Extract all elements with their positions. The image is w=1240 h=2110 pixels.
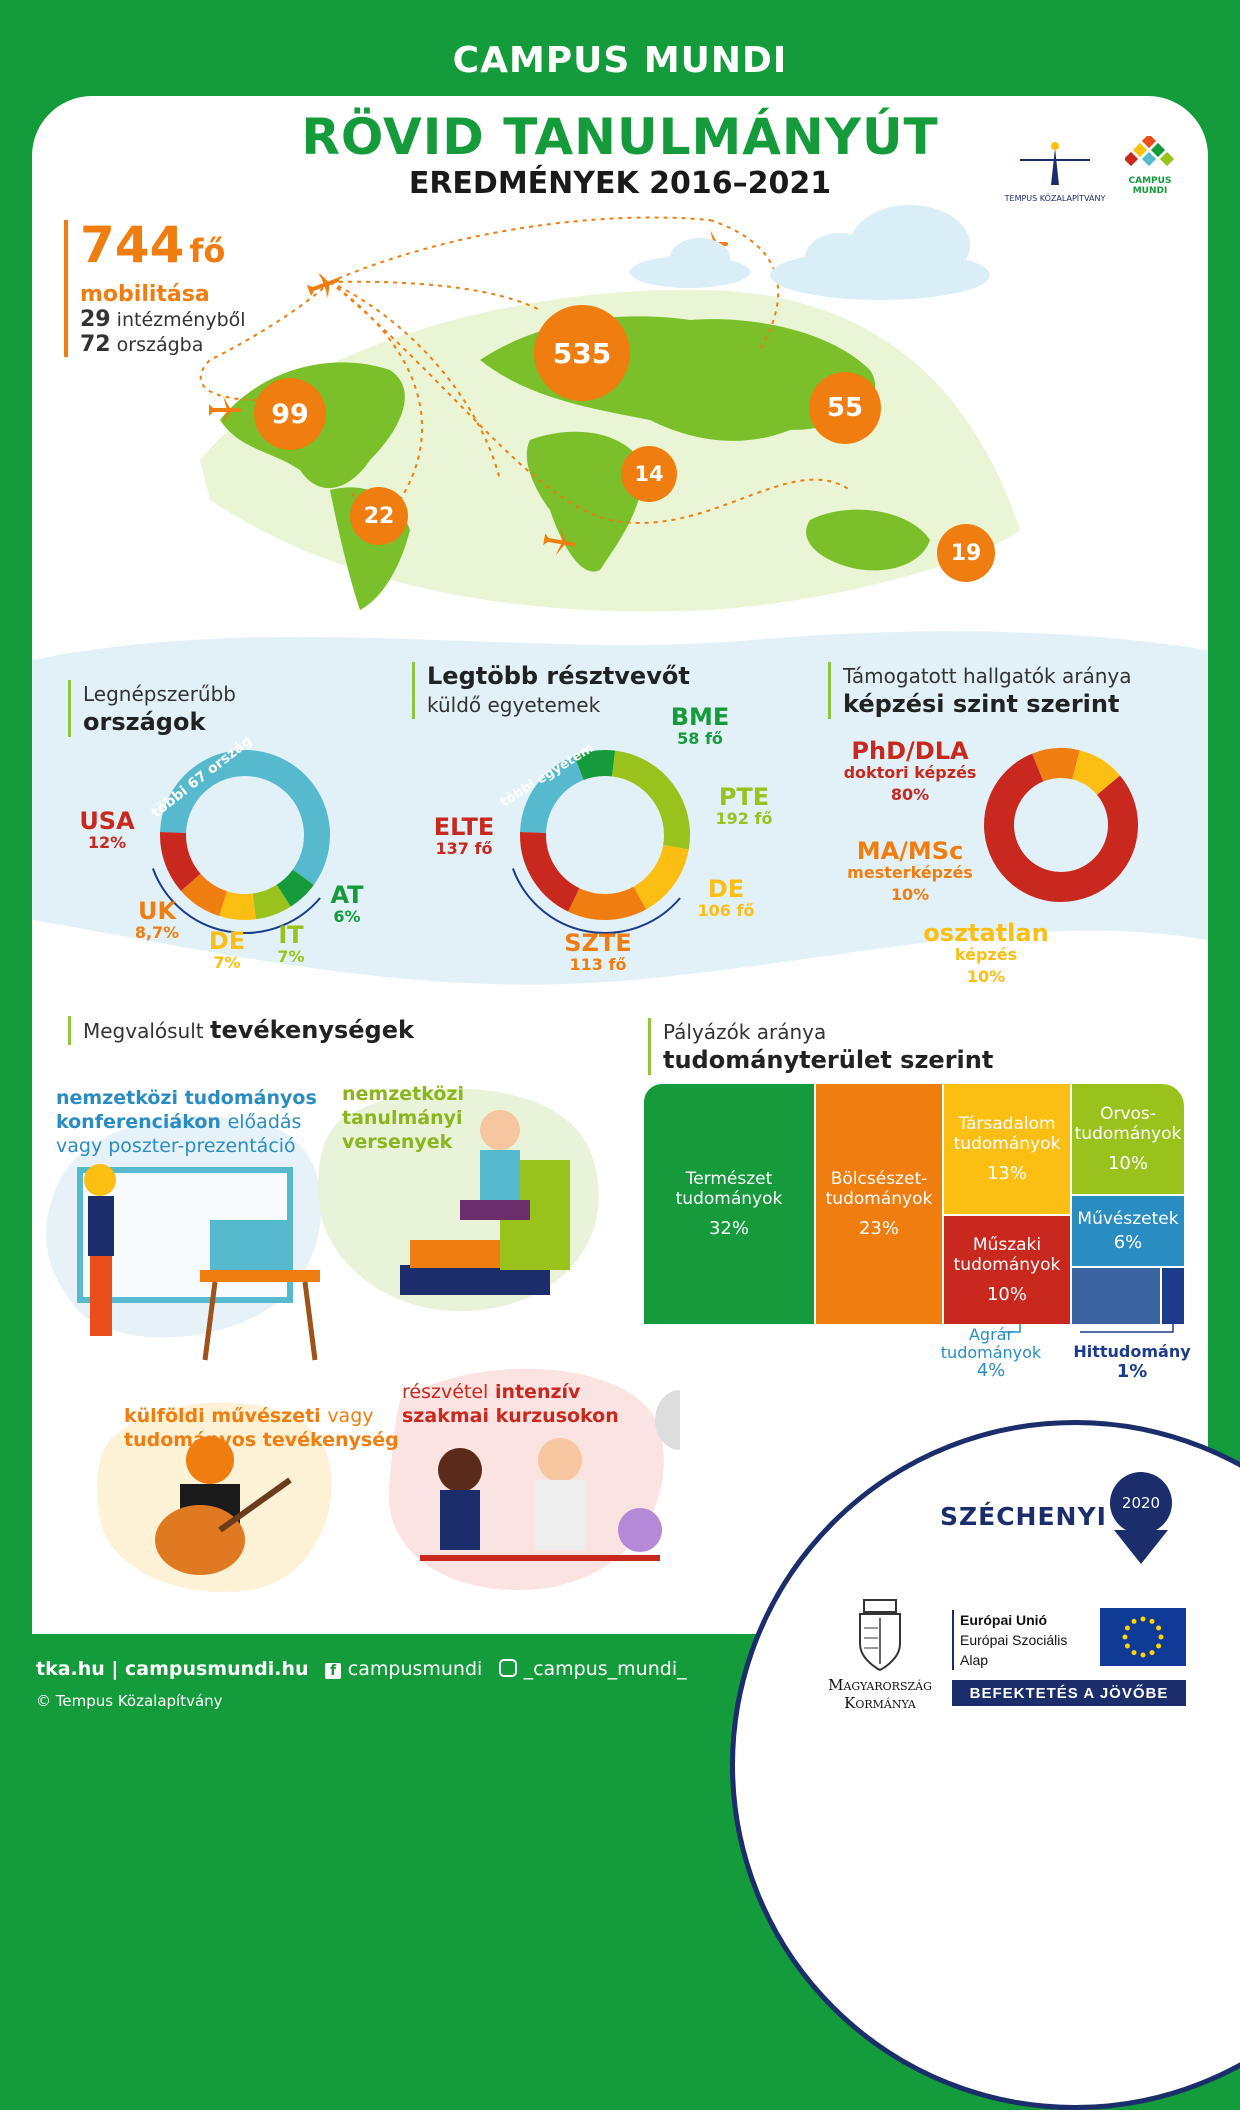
government-logo: Magyarország Kormánya: [828, 1676, 932, 1712]
map-pins: [0, 0, 1240, 700]
eu-star-icon: [1132, 1619, 1137, 1624]
brand-title: CAMPUS MUNDI: [452, 40, 788, 81]
eu-star-icon: [1125, 1626, 1130, 1631]
eu-star-icon: [1141, 1617, 1146, 1622]
eu-star-icon: [1156, 1644, 1161, 1649]
donut-slice-elte: [533, 832, 574, 899]
label-bme: BME 58 fő: [670, 703, 730, 748]
donut-slice-undivided: [1076, 765, 1108, 785]
footer-links[interactable]: [36, 1658, 687, 1680]
donut-slice-at: [284, 877, 304, 895]
total-value: 744: [80, 216, 185, 274]
label-de-uni: DE 106 fő: [697, 875, 755, 920]
label-usa: USA 12%: [79, 807, 135, 852]
treemap-arts: Művészetek 6%: [1072, 1196, 1184, 1266]
donut-slice-pte: [614, 764, 677, 848]
facebook-handle[interactable]: campusmundi: [347, 1658, 483, 1680]
unis-donut: [500, 730, 710, 940]
coat-of-arms-icon: [852, 1594, 908, 1674]
activities-heading: Megvalósult tevékenységek: [68, 1016, 414, 1045]
tempus-logo: TEMPUS KÖZALAPÍTVÁNY: [1000, 140, 1110, 203]
eu-star-icon: [1150, 1650, 1155, 1655]
treemap-engineering: Műszaki tudományok 10%: [944, 1216, 1070, 1324]
treemap-agriculture: [1072, 1268, 1160, 1324]
activity-conferences: nemzetközi tudományos konferenciákon előadás vagy poszter-prezentáció: [56, 1087, 317, 1157]
pin-south-america: 22: [350, 487, 408, 545]
unis-other-label: többi egyetem: [497, 740, 597, 811]
pin-europe: 535: [534, 305, 630, 401]
donut-slice-ma: [1038, 763, 1076, 768]
pin-oceania: 19: [937, 524, 995, 582]
instagram-icon[interactable]: [499, 1659, 517, 1677]
eu-star-icon: [1156, 1626, 1161, 1631]
summary-block: 744 fő mobilitása 29 intézményből 72 országba: [64, 220, 246, 357]
label-agriculture: Agrár tudományok 4%: [940, 1325, 1042, 1381]
activity-courses: részvétel intenzív szakmai kurzusokon: [402, 1381, 619, 1427]
donut-slice-it: [254, 896, 283, 907]
donut-slice-bme: [579, 763, 614, 768]
invest-banner: BEFEKTETÉS A JÖVŐBE: [952, 1680, 1186, 1706]
fields-heading: Pályázók aránya tudományterület szerint: [648, 1018, 993, 1075]
pin-asia: 55: [809, 372, 881, 444]
activity-arts: külföldi művészeti vagy tudományos tevékenység: [124, 1405, 399, 1451]
fields-treemap: [644, 1084, 1184, 1324]
eu-star-icon: [1125, 1644, 1130, 1649]
donut-slice-de: [223, 904, 254, 907]
eu-text: Európai Unió Európai Szociális Alap: [952, 1610, 1067, 1670]
eu-flag-icon: [1100, 1608, 1186, 1666]
szechenyi-2020-badge: 2020: [1110, 1472, 1172, 1534]
eu-star-icon: [1150, 1619, 1155, 1624]
donut-slice-szte: [574, 898, 640, 907]
eu-star-icon: [1159, 1635, 1164, 1640]
donut-slice-usa: [173, 832, 191, 882]
label-it: IT 7%: [277, 921, 305, 966]
page-title: RÖVID TANULMÁNYÚT: [301, 108, 939, 166]
label-at: AT 6%: [330, 881, 364, 926]
szechenyi-logo: SZÉCHENYI: [940, 1502, 1107, 1531]
pin-north-america: 99: [254, 378, 326, 450]
label-pte: PTE 192 fő: [715, 783, 773, 828]
page-subtitle: EREDMÉNYEK 2016–2021: [408, 166, 832, 201]
treemap-natural-sciences: Természet tudományok 32%: [644, 1084, 814, 1324]
label-theology: Hittudomány 1%: [1073, 1342, 1191, 1382]
eu-star-icon: [1132, 1650, 1137, 1655]
treemap-social-sciences: Társadalom tudományok 13%: [944, 1084, 1070, 1214]
donut-slice-de: [640, 847, 676, 898]
campus-mundi-logo: CAMPUS MUNDI: [1120, 136, 1180, 196]
label-phd: PhD/DLA doktori képzés 80%: [843, 737, 977, 804]
total-label: mobilitása: [80, 282, 210, 307]
eu-star-icon: [1141, 1653, 1146, 1658]
instagram-handle[interactable]: _campus_mundi_: [523, 1658, 687, 1680]
pin-africa: 14: [621, 446, 677, 502]
label-elte: ELTE 137 fő: [433, 813, 495, 858]
label-uk: UK 8,7%: [134, 897, 180, 942]
pin-icon: [1114, 1530, 1168, 1566]
donut-slice-uk: [191, 882, 223, 903]
site-links[interactable]: tka.hu | campusmundi.hu: [36, 1658, 309, 1680]
label-szte: SZTE 113 fő: [564, 929, 632, 974]
total-unit: fő: [189, 232, 226, 270]
facebook-icon[interactable]: f: [325, 1663, 341, 1679]
levels-donut: [978, 742, 1144, 908]
levels-heading: Támogatott hallgatók aránya képzési szint szerint: [828, 662, 1131, 719]
treemap-medicine: Orvos-tudományok 10%: [1072, 1084, 1184, 1194]
treemap-humanities: Bölcsészet-tudományok 23%: [816, 1084, 942, 1324]
countries-other-label: többi 67 ország: [148, 732, 256, 822]
label-undivided: osztatlan képzés 10%: [923, 919, 1049, 986]
countries-heading: Legnépszerűbb országok: [68, 680, 236, 737]
label-de: DE 7%: [208, 927, 246, 972]
footer-copyright: © Tempus Közalapítvány: [36, 1692, 223, 1710]
eu-star-icon: [1123, 1635, 1128, 1640]
unis-heading: Legtöbb résztvevőt küldő egyetemek: [412, 662, 690, 719]
activity-competitions: nemzetközi tanulmányi versenyek: [342, 1083, 464, 1153]
treemap-theology: [1162, 1268, 1184, 1324]
label-ma: MA/MSc mesterképzés 10%: [847, 837, 973, 904]
